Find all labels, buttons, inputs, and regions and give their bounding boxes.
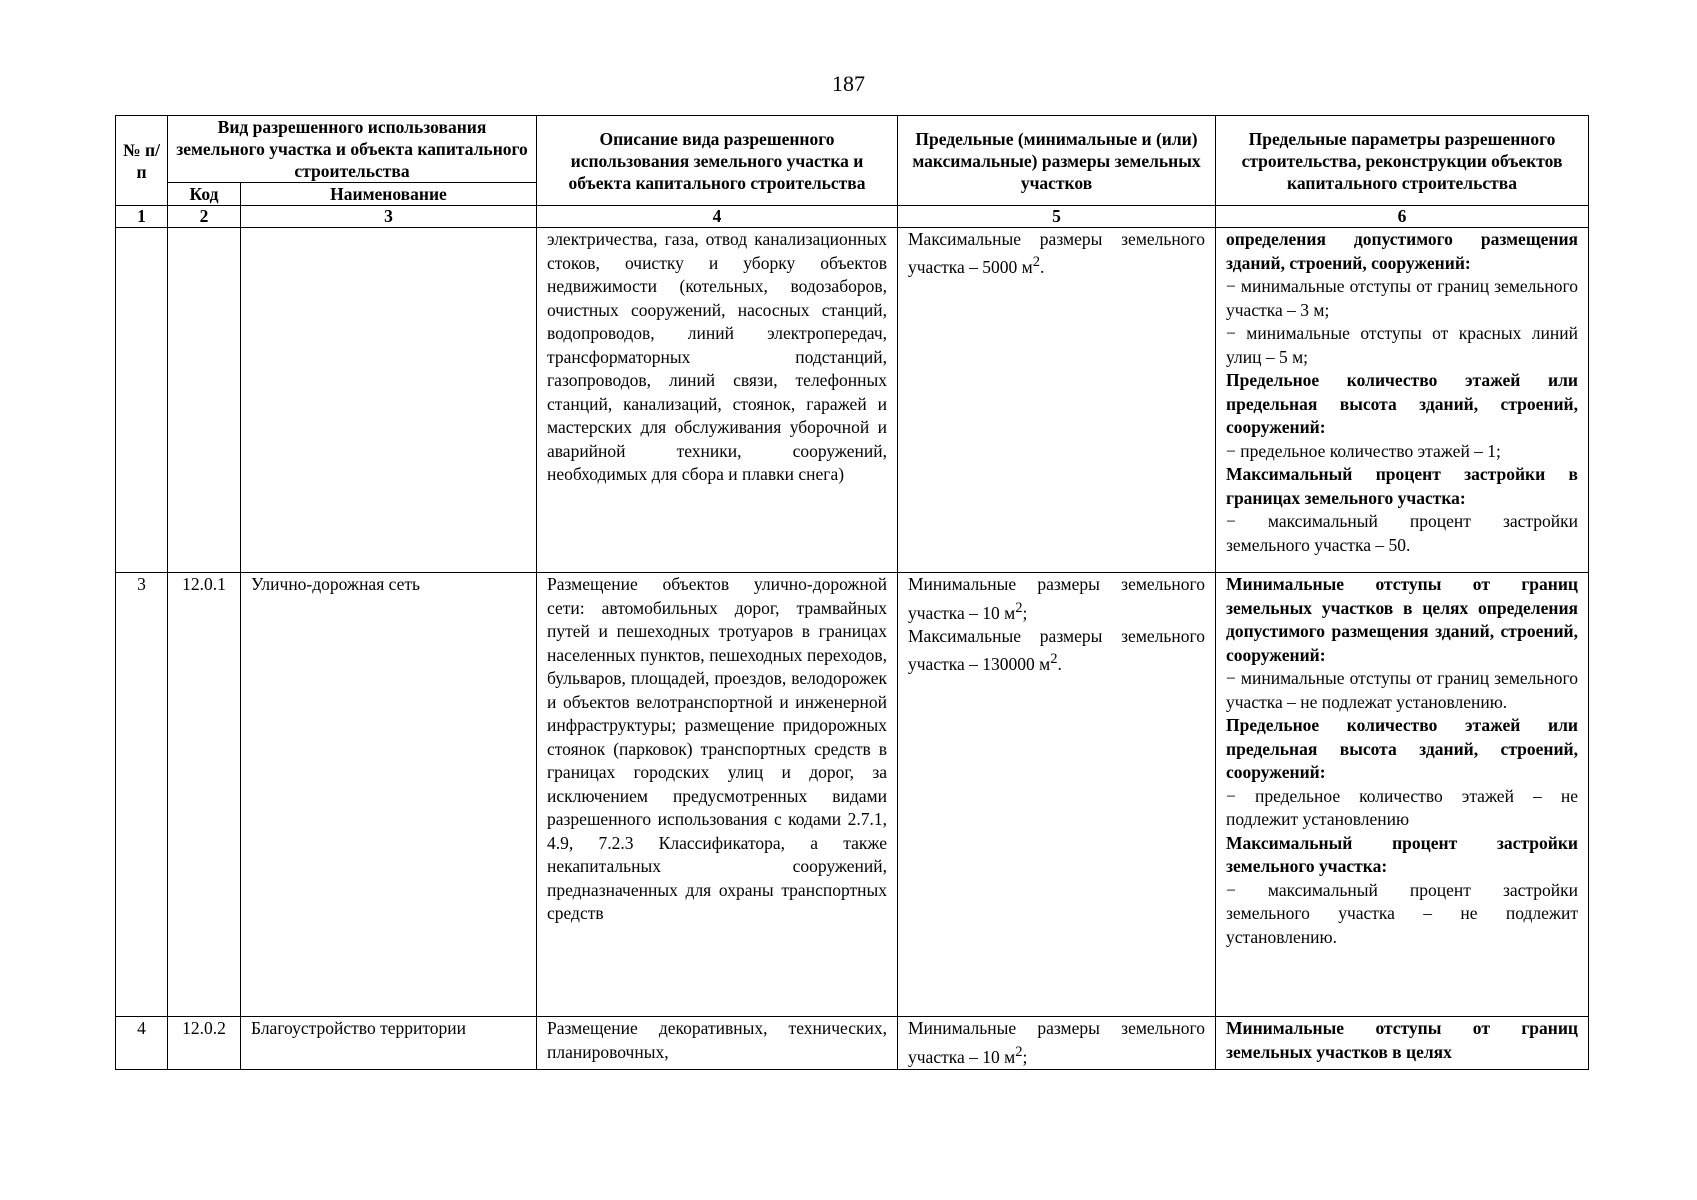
row-sizes [898,573,1216,1017]
header-params: Предельные параметры разрешенного строительства, реконструкции объектов капитального строительства [1216,116,1589,206]
param-item: − минимальные отступы от границ земельного участка – 3 м; [1226,276,1578,320]
row-params [1216,1017,1589,1070]
column-number: 6 [1216,206,1589,228]
header-name: Наименование [241,183,537,206]
param-heading: Максимальный процент застройки в границах земельного участка: [1226,464,1578,508]
row-params [1216,228,1589,573]
size-max: Максимальные размеры земельного участка – 130000 $м^2$. [908,625,1205,675]
size-text: Максимальные размеры земельного участка – 130000 м [908,625,1205,675]
size-min: Минимальные размеры земельного участка – 10 $м^2$; [908,1018,1205,1067]
param-heading: Предельное количество этажей или предельная высота зданий, строений, сооружений: [1226,715,1578,782]
row-number [116,228,168,573]
param-item: − минимальные отступы от границ земельного участка – не подлежат установлению. [1226,668,1578,712]
column-number-row [116,206,1589,228]
header-no: № п/п [116,116,168,206]
param-heading: Максимальный процент застройки земельного участка: [1226,832,1578,876]
table-row [116,573,1589,1017]
row-number: 3 [116,573,168,1017]
header-code: Код [168,183,241,206]
row-sizes [898,228,1216,573]
param-item: − максимальный процент застройки земельного участка – 50. [1226,511,1578,555]
param-heading: Минимальные отступы от границ земельных участков в целях [1226,1018,1578,1062]
row-code [168,228,241,573]
param-item: − предельное количество этажей – не подлежит установлению [1226,785,1578,829]
row-params [1216,573,1589,1017]
row-description: Размещение декоративных, технических, планировочных, [537,1017,898,1070]
param-heading: Предельное количество этажей или предельная высота зданий, строений, сооружений: [1226,370,1578,437]
size-min: Минимальные размеры земельного участка – 10 $м^2$; [908,574,1205,623]
param-heading: Минимальные отступы от границ земельных участков в целях определения допустимого размещения зданий, строений, сооружений: [1226,574,1578,665]
row-sizes [898,1017,1216,1070]
row-description: Размещение объектов улично-дорожной сети: автомобильных дорог, трамвайных путей и пешеходных тротуаров в границах населенных пунктов, пешеходных переходов, бульваров, площадей, проездов, велодорожек и объектов велотранспортной и инженерной инфраструктуры; размещение придорожных стоянок (парковок) транспортных средств в границах городских улиц и дорог, за исключением предусмотренных видами разрешенного использования с кодами 2.7.1, 4.9, 7.2.3 Классификатора, а также некапитальных сооружений, предназначенных для охраны транспортных средств [537,573,898,1017]
size-text: Максимальные размеры земельного участка – 5000 м [908,229,1205,278]
header-description: Описание вида разрешенного использования земельного участка и объекта капитального строительства [537,116,898,206]
table-row [116,1017,1589,1070]
row-name: Улично-дорожная сеть [241,573,537,1017]
column-number: 5 [898,206,1216,228]
table-row [116,228,1589,573]
param-item: − минимальные отступы от красных линий улиц – 5 м; [1226,323,1578,367]
column-number: 3 [241,206,537,228]
row-code: 12.0.1 [168,573,241,1017]
size-text: Минимальные размеры земельного участка – 10 м [908,1018,1205,1067]
page-number: 187 [832,71,865,96]
param-item: − максимальный процент застройки земельного участка – не подлежит установлению. [1226,879,1578,947]
header-group-title: Вид разрешенного использования земельного участка и объекта капитального строительства [168,116,537,183]
row-description: электричества, газа, отвод канализационных стоков, очистку и уборку объектов недвижимости (котельных, водозаборов, очистных сооружений, насосных станций, водопроводов, линий электропередач, трансформаторных подстанций, газопроводов, линий связи, телефонных станций, канализаций, стоянок, гаражей и мастерских для обслуживания уборочной и аварийной техники, сооружений, необходимых для сбора и плавки снега) [537,228,898,573]
column-number: 2 [168,206,241,228]
row-code: 12.0.2 [168,1017,241,1070]
param-heading: определения допустимого размещения зданий, строений, сооружений: [1226,229,1578,273]
column-number: 1 [116,206,168,228]
header-sizes: Предельные (минимальные и (или) максимальные) размеры земельных участков [898,116,1216,206]
row-number: 4 [116,1017,168,1070]
land-use-table [115,115,1589,1070]
row-name [241,228,537,573]
size-text: Минимальные размеры земельного участка – 10 м [908,574,1205,623]
row-name: Благоустройство территории [241,1017,537,1070]
param-item: − предельное количество этажей – 1; [1226,440,1501,461]
size-max: Максимальные размеры земельного участка – 5000 $м^2$. [908,229,1205,278]
column-number: 4 [537,206,898,228]
header-row-1 [116,116,1589,183]
